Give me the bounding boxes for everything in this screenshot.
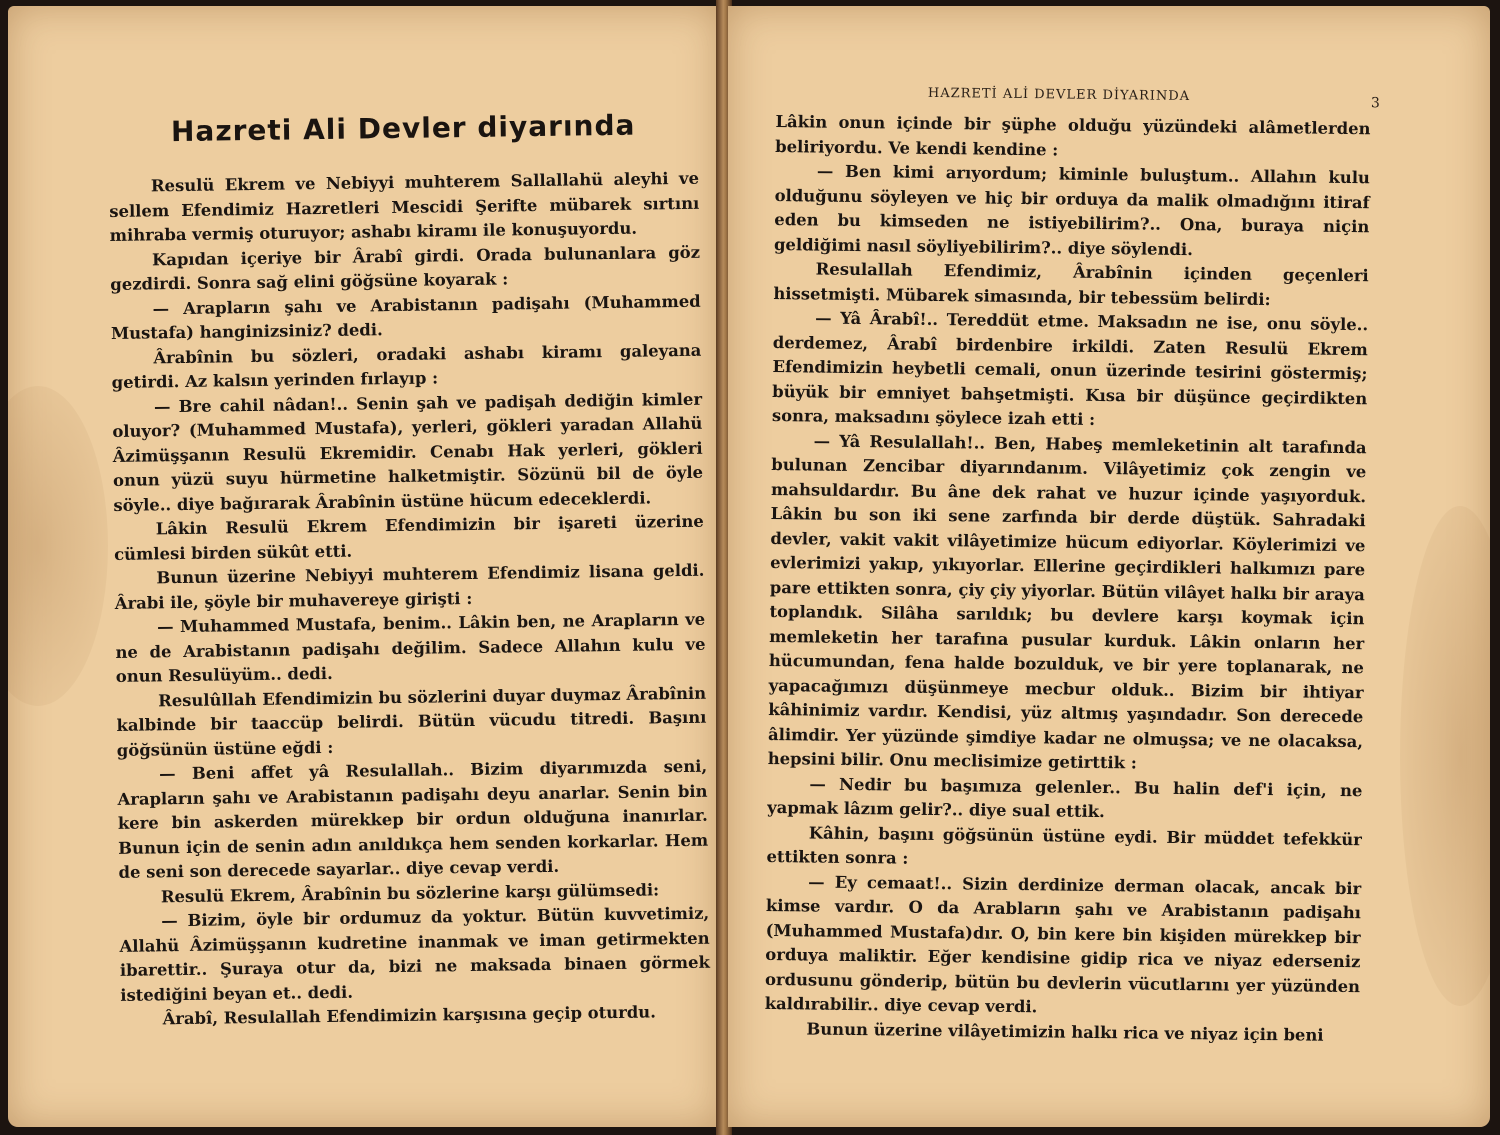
paragraph: — Bre cahil nâdan!.. Senin şah ve padişah dediğin kimler oluyor? (Muhammed Mustafa), yerleri, gökleri yaradan Allahü Âzimüşşanın Resulü Ekremidir. Cenabı Hak yerleri, gökleri onun yüzü suyu hürmetine halketmiştir. Sözünü bil de öyle söyle.. diye bağırarak Ârabînin üstüne hücum edeceklerdi. <box>112 389 704 515</box>
left-page-body <box>109 167 711 1033</box>
paragraph: — Yâ Resulallah!.. Ben, Habeş memleketinin alt tarafında bulunan Zencibar diyarındanım. Vilâyetimiz çok zengin ve mahsuldardır. Bu âne dek rahat ve huzur içinde yaşıyorduk. Lâkin bu son iki sene zarfında bir derde düştük. Sahradaki devler, vakit vakit vilâyetimize hücum ediyorlar. Köylerimizi ve evlerimizi yakıp, yıkıyorlar. Ellerine geçirdikleri halkımızı pare pare ettikten sonra, çiy çiy yiyorlar. Bütün vilâyet halkı bir araya toplandık. Silâha sarıldık; bu devlere karşı koymak için memleketin her tarafına pusular kurduk. Lâkin onların her hücumundan, fena halde bozulduk, ve bir yere toplanarak, ne yapacağımızı düşünmeye mecbur olduk.. Bizim bir ihtiyar kâhinimiz vardır. Kendisi, yüz altmış yaşındadır. Son derecede âlimdir. Yer yüzünde şimdiye kadar ne olmuşsa; ve ne olacaksa, hepsini bilir. Onu meclisimize getirttik : <box>767 430 1367 773</box>
paragraph: Bunun üzerine vilâyetimizin halkı rica ve niyaz için beni <box>806 1018 1324 1045</box>
paragraph: Resulü Ekrem, Ârabînin bu sözlerine karşı gülümsedi: <box>160 879 660 906</box>
right-page-text-block <box>764 84 1381 1048</box>
running-head-title: HAZRETİ ALİ DEVLER DİYARINDA <box>927 85 1191 105</box>
paragraph: — Ey cemaat!.. Sizin derdinize derman olacak, ancak bir kimse vardır. O da Arabların şahı ve Arabistanın padişahı (Muhammed Mustafa)dır. O, bin kere bin kişiden mürekkep bir orduya maliktir. Eğer kendisine gidip rica ve niyaz ederseniz ordusunu gönderip, bütün bu devlerin vücutlarını yer yüzünden kaldırabilir.. diye cevap verdi. <box>764 871 1362 1017</box>
paper-stain <box>8 386 108 706</box>
paragraph: Bunun üzerine Nebiyyi muhterem Efendimiz lisana geldi. Ârabi ile, şöyle bir muhavereye girişti : <box>114 560 705 613</box>
paragraph: — Nedir bu başımıza gelenler.. Bu halin def'i için, ne yapmak lâzım gelir?.. diye sual ettik. <box>767 773 1363 822</box>
paragraph: — Bizim, öyle bir ordumuz da yoktur. Bütün kuvvetimiz, Allahü Âzimüşşanın kudretine inanmak ve iman getirmekten ibarettir.. Şuraya otur da, bizi ne maksada binaen görmek istediğini beyan et.. dedi. <box>119 903 711 1005</box>
paragraph: — Yâ Ârabî!.. Tereddüt etme. Maksadın ne ise, onu söyle.. derdemez, Ârabî birdenbire irkildi. Zaten Resulü Ekrem Efendimizin heybetli cemali, onun üzerinde tesirini göstermiş; büyük bir emniyet bahşetmişti. Kısa bir düşünce geçirdikten sonra, maksadını şöylece izah etti : <box>771 308 1369 429</box>
paragraph: Kâhin, başını göğsünün üstüne eydi. Bir müddet tefekkür ettikten sonra : <box>766 822 1362 868</box>
paragraph: — Ben kimi arıyordum; kiminle buluştum.. Allahın kulu olduğunu söyleyen ve hiç bir orduya da malik olmadığını itiraf eden bu kimseden ne istiyebilirim?.. Ona, buraya niçin geldiğimi nasıl söyliyebilirim?.. diye söylendi. <box>773 161 1371 259</box>
paragraph: Resulallah Efendimiz, Ârabînin içinden geçenleri hissetmişti. Mübarek simasında, bir tebessüm belirdi: <box>773 259 1369 309</box>
paragraph: Ârabînin bu sözleri, oradaki ashabı kiramı galeyana getirdi. Az kalsın yerinden fırlayıp : <box>111 340 702 392</box>
paragraph: Lâkin Resulü Ekrem Efendimizin bir işareti üzerine cümlesi birden sükût etti. <box>113 511 704 564</box>
paragraph: Lâkin onun içinde bir şüphe olduğu yüzündeki alâmetlerden beliriyordu. Ve kendi kendine : <box>775 111 1371 159</box>
paragraph: Kapıdan içeriye bir Ârabî girdi. Orada bulunanlara göz gezdirdi. Sonra sağ elini göğsüne koyarak : <box>110 242 701 294</box>
left-page-text-block <box>108 108 711 1033</box>
right-page-body <box>764 110 1370 1048</box>
chapter-title: Hazreti Ali Devler diyarında <box>170 108 636 149</box>
paragraph: Ârabî, Resulallah Efendimizin karşısına geçip oturdu. <box>162 1002 656 1029</box>
right-page <box>728 6 1490 1127</box>
paragraph: Resulûllah Efendimizin bu sözlerini duyar duymaz Ârabînin kalbinde bir taaccüp belirdi. Bütün vücudu titredi. Başını göğsünün üstüne eğdi : <box>116 683 707 760</box>
paragraph: — Beni affet yâ Resulallah.. Bizim diyarımızda seni, Arapların şahı ve Arabistanın padişahı deyu anarlar. Senin bin kere bin askerden mürekkep bir ordun olduğuna inanırlar. Bunun için de senin adın anıldıkça hem senden korkarlar. Hem de seni son derecede sayarlar.. diye cevap verdi. <box>117 756 709 882</box>
left-page <box>8 6 720 1127</box>
paper-stain <box>1400 506 1490 1006</box>
paragraph: — Muhammed Mustafa, benim.. Lâkin ben, ne Arapların ve ne de Arabistanın padişahı değilim. Sadece Allahın kulu ve onun Resulüyüm.. dedi. <box>115 609 706 686</box>
paragraph: Resulü Ekrem ve Nebiyyi muhterem Sallallahü aleyhi ve sellem Efendimiz Hazretleri Mescidi Şerifte mübarek sırtını mihraba vermiş oturuyor; ashabı kiramı ile konuşuyordu. <box>109 168 700 245</box>
paragraph: — Arapların şahı ve Arabistanın padişahı (Muhammed Mustafa) hanginizsiniz? dedi. <box>110 291 701 343</box>
page-number: 3 <box>1370 95 1381 112</box>
